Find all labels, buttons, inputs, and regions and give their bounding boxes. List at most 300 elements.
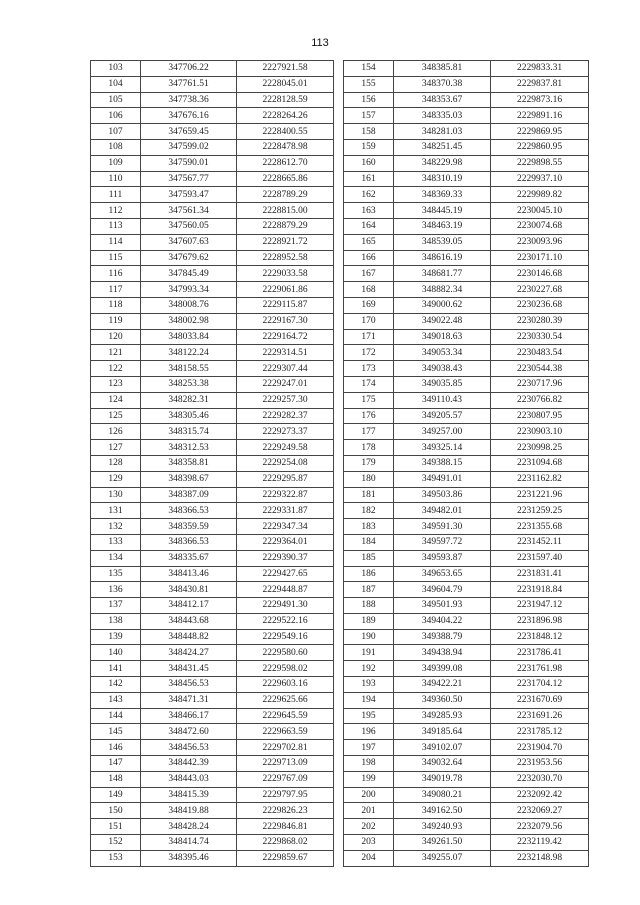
table-row (344, 376, 589, 392)
table-row (91, 724, 334, 740)
y-coordinate-cell: 2229448.87 (237, 582, 334, 598)
x-coordinate-cell: 349503.86 (394, 487, 491, 503)
x-coordinate-cell: 347593.47 (141, 187, 237, 203)
point-number-cell: 132 (91, 519, 141, 535)
table-row (344, 266, 589, 282)
point-number-cell: 154 (344, 61, 394, 77)
point-number-cell: 182 (344, 503, 394, 519)
table-row (91, 376, 334, 392)
x-coordinate-cell: 348358.81 (141, 455, 237, 471)
x-coordinate-cell: 347676.16 (141, 108, 237, 124)
table-row (344, 424, 589, 440)
x-coordinate-cell: 348366.53 (141, 503, 237, 519)
x-coordinate-cell: 348033.84 (141, 329, 237, 345)
point-number-cell: 169 (344, 297, 394, 313)
table-row (344, 771, 589, 787)
x-coordinate-cell: 348414.74 (141, 835, 237, 851)
x-coordinate-cell: 348359.59 (141, 519, 237, 535)
table-row (91, 835, 334, 851)
x-coordinate-cell: 348281.03 (394, 124, 491, 140)
x-coordinate-cell: 349255.07 (394, 850, 491, 866)
x-coordinate-cell: 349053.34 (394, 345, 491, 361)
y-coordinate-cell: 2229164.72 (237, 329, 334, 345)
x-coordinate-cell: 349422.21 (394, 677, 491, 693)
table-row (91, 155, 334, 171)
table-row (91, 76, 334, 92)
y-coordinate-cell: 2229331.87 (237, 503, 334, 519)
point-number-cell: 158 (344, 124, 394, 140)
table-row (344, 471, 589, 487)
point-number-cell: 113 (91, 218, 141, 234)
y-coordinate-cell: 2229833.31 (491, 61, 589, 77)
x-coordinate-cell: 349102.07 (394, 740, 491, 756)
table-row (344, 534, 589, 550)
point-number-cell: 137 (91, 598, 141, 614)
point-number-cell: 134 (91, 550, 141, 566)
table-row (91, 345, 334, 361)
point-number-cell: 112 (91, 203, 141, 219)
table-row (91, 124, 334, 140)
x-coordinate-cell: 349038.43 (394, 361, 491, 377)
y-coordinate-cell: 2231848.12 (491, 629, 589, 645)
x-coordinate-cell: 349438.94 (394, 645, 491, 661)
point-number-cell: 172 (344, 345, 394, 361)
point-number-cell: 105 (91, 92, 141, 108)
y-coordinate-cell: 2230227.68 (491, 282, 589, 298)
x-coordinate-cell: 349597.72 (394, 534, 491, 550)
y-coordinate-cell: 2229603.16 (237, 677, 334, 693)
point-number-cell: 116 (91, 266, 141, 282)
table-row (344, 408, 589, 424)
table-row (344, 629, 589, 645)
point-number-cell: 142 (91, 677, 141, 693)
table-row (344, 234, 589, 250)
table-row (344, 108, 589, 124)
y-coordinate-cell: 2231831.41 (491, 566, 589, 582)
y-coordinate-cell: 2229898.55 (491, 155, 589, 171)
x-coordinate-cell: 349257.00 (394, 424, 491, 440)
point-number-cell: 180 (344, 471, 394, 487)
y-coordinate-cell: 2229427.65 (237, 566, 334, 582)
table-row (344, 92, 589, 108)
x-coordinate-cell: 349261.50 (394, 835, 491, 851)
table-row (344, 708, 589, 724)
table-row (344, 139, 589, 155)
y-coordinate-cell: 2230807.95 (491, 408, 589, 424)
y-coordinate-cell: 2228952.58 (237, 250, 334, 266)
point-number-cell: 166 (344, 250, 394, 266)
table-row (91, 234, 334, 250)
table-row (344, 297, 589, 313)
point-number-cell: 121 (91, 345, 141, 361)
point-number-cell: 173 (344, 361, 394, 377)
x-coordinate-cell: 349110.43 (394, 392, 491, 408)
y-coordinate-cell: 2229702.81 (237, 740, 334, 756)
point-number-cell: 178 (344, 440, 394, 456)
x-coordinate-cell: 348448.82 (141, 629, 237, 645)
point-number-cell: 123 (91, 376, 141, 392)
x-coordinate-cell: 347993.34 (141, 282, 237, 298)
point-number-cell: 135 (91, 566, 141, 582)
x-coordinate-cell: 348369.33 (394, 187, 491, 203)
point-number-cell: 198 (344, 756, 394, 772)
x-coordinate-cell: 349591.30 (394, 519, 491, 535)
x-coordinate-cell: 348430.81 (141, 582, 237, 598)
table-row (91, 819, 334, 835)
x-coordinate-cell: 349019.78 (394, 771, 491, 787)
y-coordinate-cell: 2229347.34 (237, 519, 334, 535)
point-number-cell: 114 (91, 234, 141, 250)
y-coordinate-cell: 2231953.56 (491, 756, 589, 772)
y-coordinate-cell: 2230330.54 (491, 329, 589, 345)
table-row (344, 566, 589, 582)
x-coordinate-cell: 348413.46 (141, 566, 237, 582)
point-number-cell: 167 (344, 266, 394, 282)
x-coordinate-cell: 348305.46 (141, 408, 237, 424)
point-number-cell: 185 (344, 550, 394, 566)
y-coordinate-cell: 2229767.09 (237, 771, 334, 787)
point-number-cell: 125 (91, 408, 141, 424)
table-row (344, 487, 589, 503)
point-number-cell: 189 (344, 613, 394, 629)
y-coordinate-cell: 2231670.69 (491, 692, 589, 708)
table-row (91, 487, 334, 503)
x-coordinate-cell: 347679.62 (141, 250, 237, 266)
x-coordinate-cell: 348472.60 (141, 724, 237, 740)
point-number-cell: 168 (344, 282, 394, 298)
table-row (344, 598, 589, 614)
x-coordinate-cell: 348370.38 (394, 76, 491, 92)
point-number-cell: 138 (91, 613, 141, 629)
x-coordinate-cell: 348882.34 (394, 282, 491, 298)
point-number-cell: 139 (91, 629, 141, 645)
y-coordinate-cell: 2229307.44 (237, 361, 334, 377)
point-number-cell: 111 (91, 187, 141, 203)
y-coordinate-cell: 2231221.96 (491, 487, 589, 503)
x-coordinate-cell: 348008.76 (141, 297, 237, 313)
point-number-cell: 204 (344, 850, 394, 866)
y-coordinate-cell: 2229115.87 (237, 297, 334, 313)
table-row (344, 835, 589, 851)
table-row (91, 92, 334, 108)
y-coordinate-cell: 2229859.67 (237, 850, 334, 866)
x-coordinate-cell: 349080.21 (394, 787, 491, 803)
x-coordinate-cell: 349325.14 (394, 440, 491, 456)
table-row (344, 76, 589, 92)
table-row (344, 455, 589, 471)
x-coordinate-cell: 348315.74 (141, 424, 237, 440)
table-row (344, 171, 589, 187)
x-coordinate-cell: 347845.49 (141, 266, 237, 282)
table-row (91, 266, 334, 282)
point-number-cell: 143 (91, 692, 141, 708)
x-coordinate-cell: 348431.45 (141, 661, 237, 677)
y-coordinate-cell: 2232069.27 (491, 803, 589, 819)
y-coordinate-cell: 2231785.12 (491, 724, 589, 740)
y-coordinate-cell: 2232030.70 (491, 771, 589, 787)
y-coordinate-cell: 2227921.58 (237, 61, 334, 77)
table-row (91, 787, 334, 803)
table-row (91, 550, 334, 566)
x-coordinate-cell: 348412.17 (141, 598, 237, 614)
x-coordinate-cell: 348424.27 (141, 645, 237, 661)
x-coordinate-cell: 348158.55 (141, 361, 237, 377)
table-row (91, 424, 334, 440)
y-coordinate-cell: 2229549.16 (237, 629, 334, 645)
point-number-cell: 155 (344, 76, 394, 92)
coordinates-table-right (343, 60, 589, 867)
y-coordinate-cell: 2232148.98 (491, 850, 589, 866)
y-coordinate-cell: 2231947.12 (491, 598, 589, 614)
point-number-cell: 109 (91, 155, 141, 171)
table-row (91, 313, 334, 329)
point-number-cell: 164 (344, 218, 394, 234)
y-coordinate-cell: 2230544.38 (491, 361, 589, 377)
x-coordinate-cell: 348442.39 (141, 756, 237, 772)
y-coordinate-cell: 2229033.58 (237, 266, 334, 282)
x-coordinate-cell: 348335.67 (141, 550, 237, 566)
y-coordinate-cell: 2229989.82 (491, 187, 589, 203)
table-row (344, 361, 589, 377)
coordinates-table-right-body (344, 61, 589, 867)
point-number-cell: 176 (344, 408, 394, 424)
y-coordinate-cell: 2228264.26 (237, 108, 334, 124)
table-row (91, 187, 334, 203)
point-number-cell: 183 (344, 519, 394, 535)
point-number-cell: 157 (344, 108, 394, 124)
table-row (91, 139, 334, 155)
y-coordinate-cell: 2228478.98 (237, 139, 334, 155)
y-coordinate-cell: 2229663.59 (237, 724, 334, 740)
table-row (344, 345, 589, 361)
x-coordinate-cell: 348456.53 (141, 740, 237, 756)
table-row (344, 724, 589, 740)
table-row (91, 171, 334, 187)
point-number-cell: 179 (344, 455, 394, 471)
point-number-cell: 196 (344, 724, 394, 740)
point-number-cell: 193 (344, 677, 394, 693)
x-coordinate-cell: 348335.03 (394, 108, 491, 124)
x-coordinate-cell: 348445.19 (394, 203, 491, 219)
table-row (91, 756, 334, 772)
point-number-cell: 203 (344, 835, 394, 851)
table-row (344, 503, 589, 519)
point-number-cell: 160 (344, 155, 394, 171)
table-row (91, 771, 334, 787)
x-coordinate-cell: 347706.22 (141, 61, 237, 77)
table-row (91, 408, 334, 424)
table-row (344, 187, 589, 203)
y-coordinate-cell: 2229322.87 (237, 487, 334, 503)
x-coordinate-cell: 349022.48 (394, 313, 491, 329)
y-coordinate-cell: 2229860.95 (491, 139, 589, 155)
table-row (344, 61, 589, 77)
y-coordinate-cell: 2229522.16 (237, 613, 334, 629)
table-row (344, 645, 589, 661)
y-coordinate-cell: 2228665.86 (237, 171, 334, 187)
point-number-cell: 146 (91, 740, 141, 756)
y-coordinate-cell: 2230171.10 (491, 250, 589, 266)
point-number-cell: 190 (344, 629, 394, 645)
y-coordinate-cell: 2231691.26 (491, 708, 589, 724)
y-coordinate-cell: 2229314.51 (237, 345, 334, 361)
x-coordinate-cell: 348002.98 (141, 313, 237, 329)
table-row (91, 708, 334, 724)
y-coordinate-cell: 2229625.66 (237, 692, 334, 708)
table-row (91, 203, 334, 219)
point-number-cell: 119 (91, 313, 141, 329)
x-coordinate-cell: 349491.01 (394, 471, 491, 487)
x-coordinate-cell: 348385.81 (394, 61, 491, 77)
point-number-cell: 186 (344, 566, 394, 582)
point-number-cell: 151 (91, 819, 141, 835)
point-number-cell: 175 (344, 392, 394, 408)
point-number-cell: 106 (91, 108, 141, 124)
point-number-cell: 124 (91, 392, 141, 408)
x-coordinate-cell: 348387.09 (141, 487, 237, 503)
table-row (344, 740, 589, 756)
x-coordinate-cell: 348539.05 (394, 234, 491, 250)
y-coordinate-cell: 2232092.42 (491, 787, 589, 803)
point-number-cell: 195 (344, 708, 394, 724)
table-row (344, 803, 589, 819)
y-coordinate-cell: 2229061.86 (237, 282, 334, 298)
x-coordinate-cell: 347561.34 (141, 203, 237, 219)
y-coordinate-cell: 2231904.70 (491, 740, 589, 756)
point-number-cell: 129 (91, 471, 141, 487)
point-number-cell: 181 (344, 487, 394, 503)
y-coordinate-cell: 2230236.68 (491, 297, 589, 313)
y-coordinate-cell: 2232079.56 (491, 819, 589, 835)
y-coordinate-cell: 2231786.41 (491, 645, 589, 661)
x-coordinate-cell: 348428.24 (141, 819, 237, 835)
table-row (91, 61, 334, 77)
x-coordinate-cell: 347761.51 (141, 76, 237, 92)
x-coordinate-cell: 348312.53 (141, 440, 237, 456)
point-number-cell: 152 (91, 835, 141, 851)
y-coordinate-cell: 2229282.37 (237, 408, 334, 424)
x-coordinate-cell: 349501.93 (394, 598, 491, 614)
table-row (344, 787, 589, 803)
table-row (91, 677, 334, 693)
y-coordinate-cell: 2229273.37 (237, 424, 334, 440)
x-coordinate-cell: 349360.50 (394, 692, 491, 708)
point-number-cell: 184 (344, 534, 394, 550)
x-coordinate-cell: 348456.53 (141, 677, 237, 693)
y-coordinate-cell: 2231162.82 (491, 471, 589, 487)
y-coordinate-cell: 2229364.01 (237, 534, 334, 550)
point-number-cell: 108 (91, 139, 141, 155)
y-coordinate-cell: 2231259.25 (491, 503, 589, 519)
x-coordinate-cell: 348251.45 (394, 139, 491, 155)
y-coordinate-cell: 2228128.59 (237, 92, 334, 108)
x-coordinate-cell: 348681.77 (394, 266, 491, 282)
point-number-cell: 150 (91, 803, 141, 819)
point-number-cell: 115 (91, 250, 141, 266)
y-coordinate-cell: 2230146.68 (491, 266, 589, 282)
table-row (91, 582, 334, 598)
point-number-cell: 126 (91, 424, 141, 440)
x-coordinate-cell: 348282.31 (141, 392, 237, 408)
point-number-cell: 147 (91, 756, 141, 772)
table-row (344, 661, 589, 677)
y-coordinate-cell: 2229167.30 (237, 313, 334, 329)
y-coordinate-cell: 2228045.01 (237, 76, 334, 92)
page-number: 113 (311, 37, 329, 49)
x-coordinate-cell: 348415.39 (141, 787, 237, 803)
point-number-cell: 177 (344, 424, 394, 440)
point-number-cell: 200 (344, 787, 394, 803)
point-number-cell: 148 (91, 771, 141, 787)
x-coordinate-cell: 348616.19 (394, 250, 491, 266)
x-coordinate-cell: 347659.45 (141, 124, 237, 140)
point-number-cell: 170 (344, 313, 394, 329)
point-number-cell: 163 (344, 203, 394, 219)
y-coordinate-cell: 2230903.10 (491, 424, 589, 440)
table-row (344, 250, 589, 266)
point-number-cell: 192 (344, 661, 394, 677)
y-coordinate-cell: 2230045.10 (491, 203, 589, 219)
y-coordinate-cell: 2231452.11 (491, 534, 589, 550)
y-coordinate-cell: 2231355.68 (491, 519, 589, 535)
x-coordinate-cell: 349285.93 (394, 708, 491, 724)
x-coordinate-cell: 349240.93 (394, 819, 491, 835)
x-coordinate-cell: 349399.08 (394, 661, 491, 677)
point-number-cell: 118 (91, 297, 141, 313)
table-row (344, 124, 589, 140)
table-row (344, 850, 589, 866)
x-coordinate-cell: 349018.63 (394, 329, 491, 345)
y-coordinate-cell: 2229247.01 (237, 376, 334, 392)
y-coordinate-cell: 2229873.16 (491, 92, 589, 108)
x-coordinate-cell: 347599.02 (141, 139, 237, 155)
x-coordinate-cell: 349032.64 (394, 756, 491, 772)
y-coordinate-cell: 2228400.55 (237, 124, 334, 140)
point-number-cell: 131 (91, 503, 141, 519)
table-row (91, 566, 334, 582)
table-row (344, 329, 589, 345)
x-coordinate-cell: 349604.79 (394, 582, 491, 598)
y-coordinate-cell: 2230074.68 (491, 218, 589, 234)
table-row (91, 613, 334, 629)
y-coordinate-cell: 2230717.96 (491, 376, 589, 392)
point-number-cell: 171 (344, 329, 394, 345)
table-row (344, 440, 589, 456)
y-coordinate-cell: 2229257.30 (237, 392, 334, 408)
table-row (91, 850, 334, 866)
x-coordinate-cell: 347567.77 (141, 171, 237, 187)
x-coordinate-cell: 348395.46 (141, 850, 237, 866)
y-coordinate-cell: 2229254.08 (237, 455, 334, 471)
table-row (344, 155, 589, 171)
table-row (344, 692, 589, 708)
y-coordinate-cell: 2231896.98 (491, 613, 589, 629)
y-coordinate-cell: 2229645.59 (237, 708, 334, 724)
table-row (344, 282, 589, 298)
x-coordinate-cell: 348419.88 (141, 803, 237, 819)
y-coordinate-cell: 2229249.58 (237, 440, 334, 456)
table-row (91, 503, 334, 519)
table-row (91, 519, 334, 535)
x-coordinate-cell: 348122.24 (141, 345, 237, 361)
point-number-cell: 133 (91, 534, 141, 550)
table-row (344, 203, 589, 219)
point-number-cell: 122 (91, 361, 141, 377)
x-coordinate-cell: 349185.64 (394, 724, 491, 740)
table-row (91, 534, 334, 550)
y-coordinate-cell: 2229837.81 (491, 76, 589, 92)
table-row (91, 440, 334, 456)
